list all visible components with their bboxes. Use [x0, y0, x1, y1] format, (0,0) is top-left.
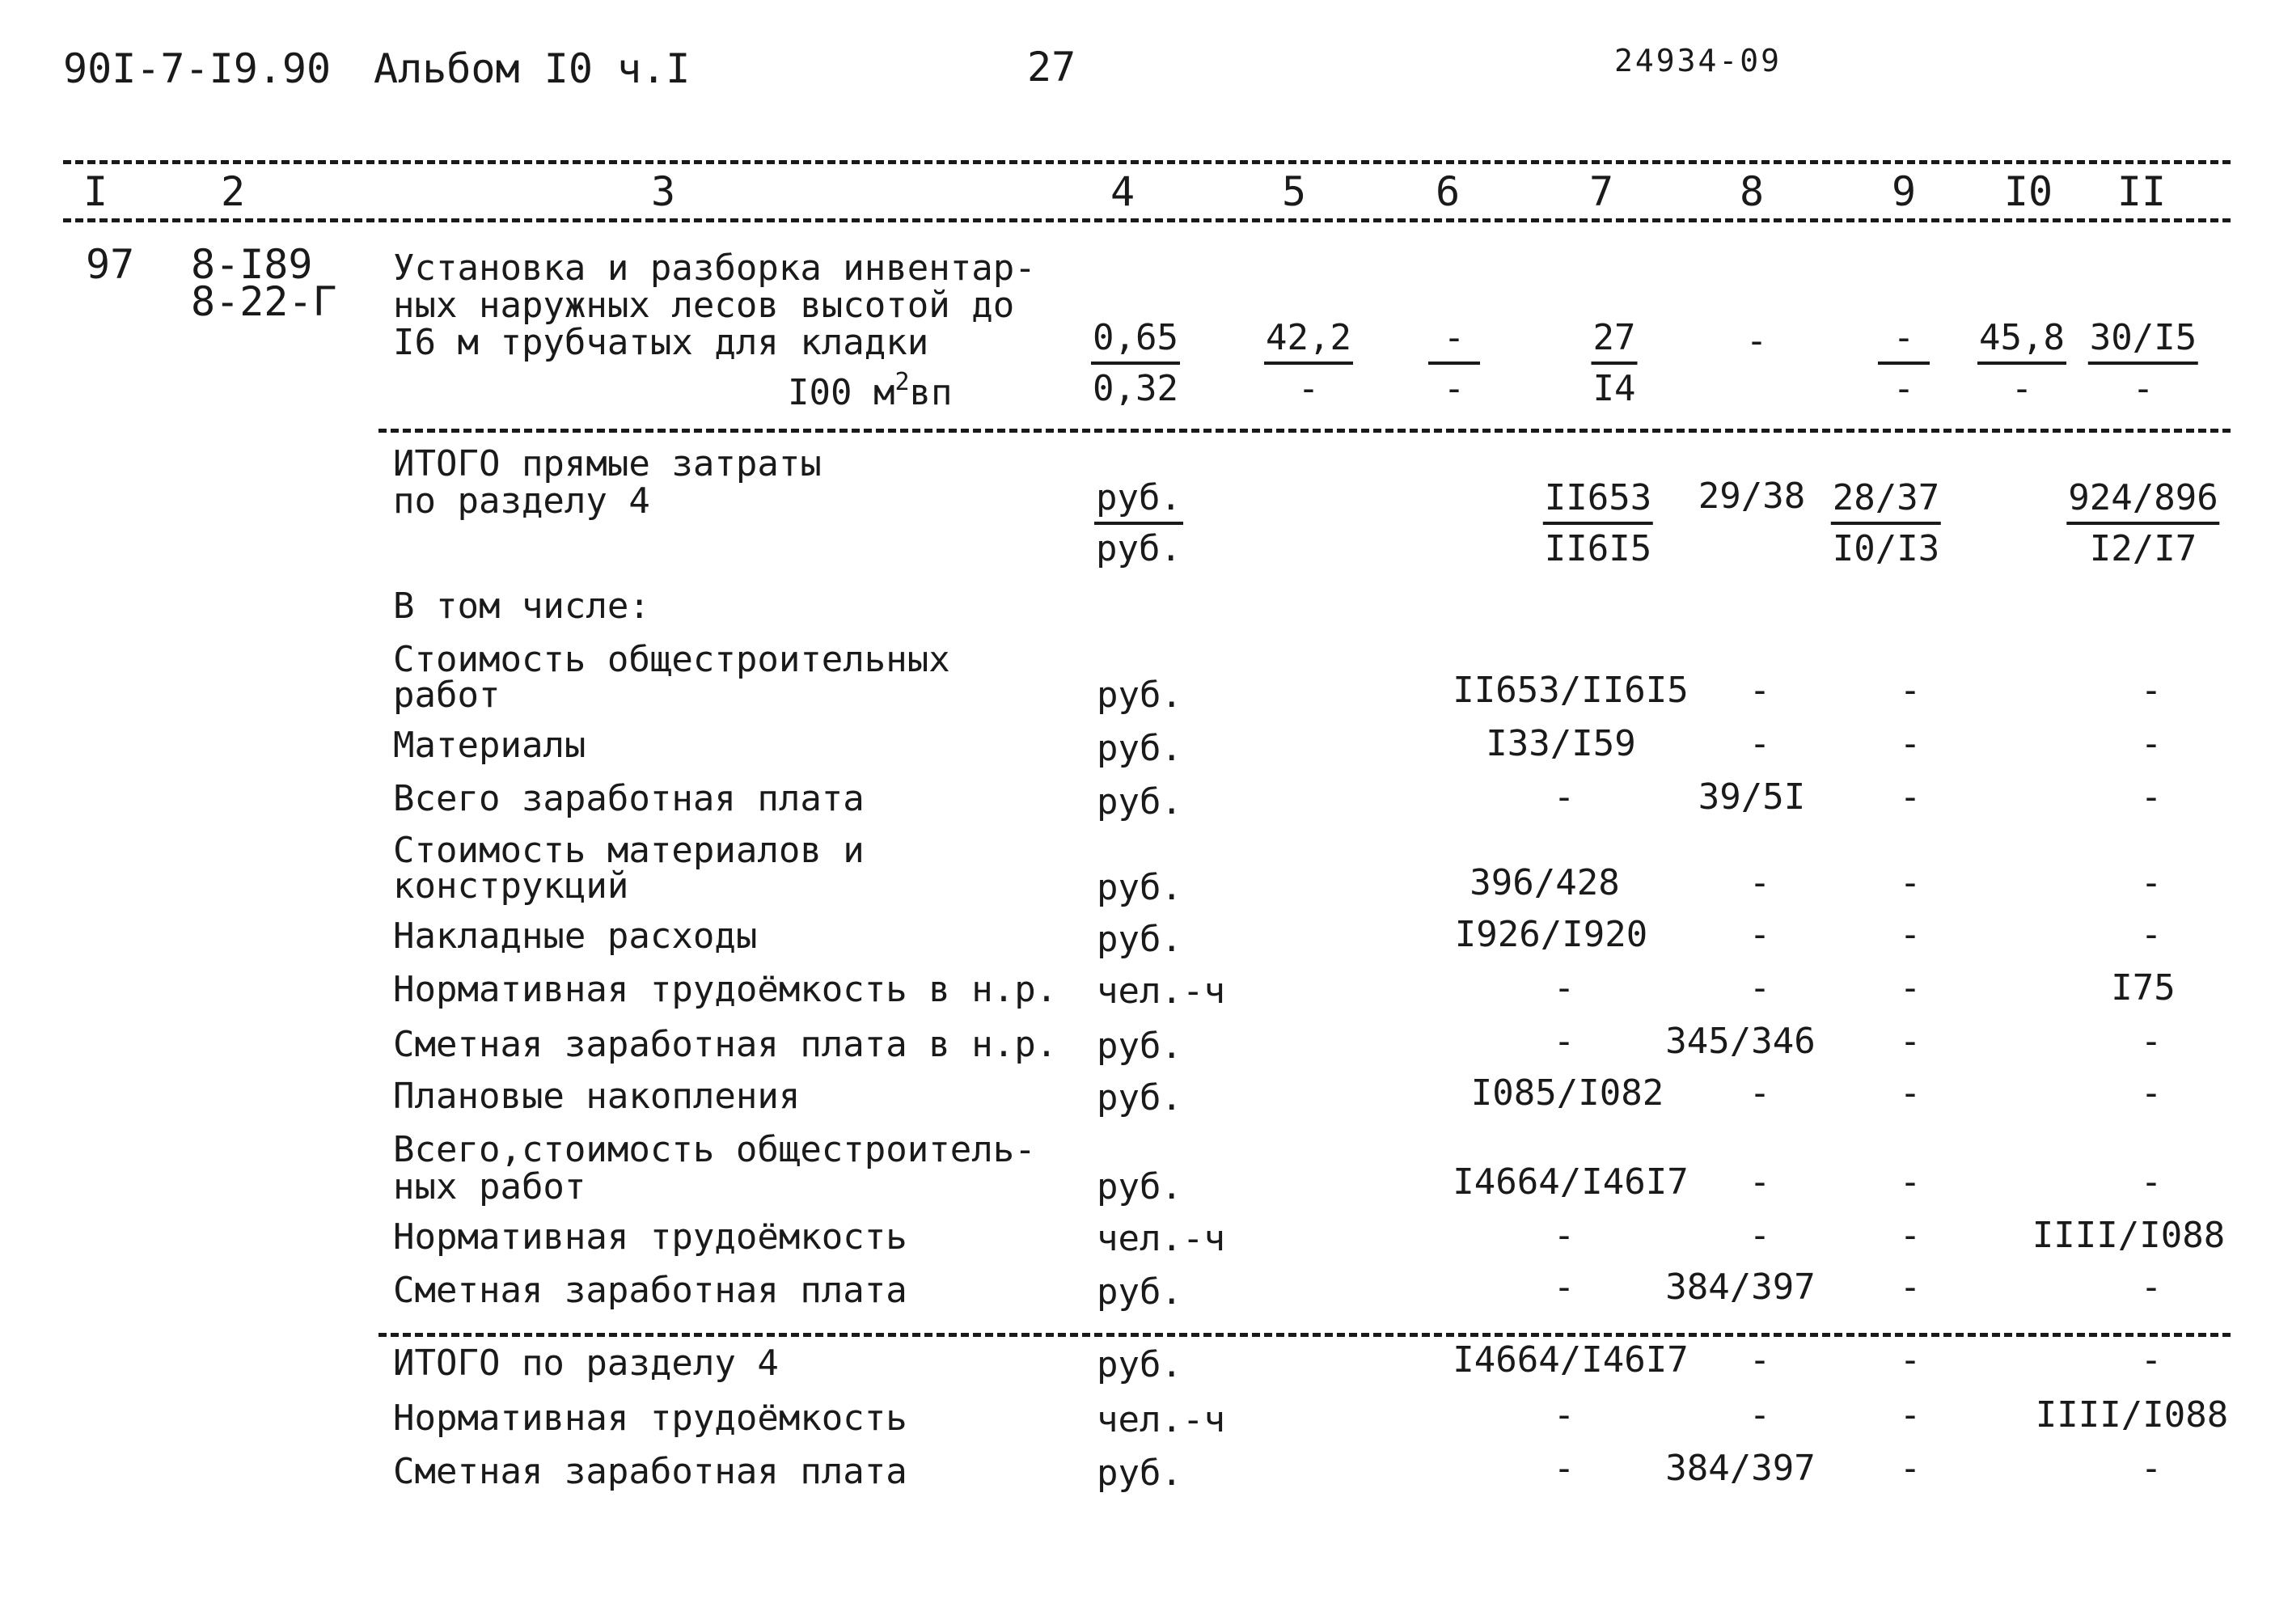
totals-col9: -: [1899, 1339, 1922, 1381]
entry-unit: I00 $м^2вп$: [788, 368, 953, 413]
row-col7: -: [1553, 1215, 1575, 1256]
entry-number: 97: [86, 241, 135, 288]
col-header-5: 5: [1281, 168, 1307, 215]
col-header-10: I0: [2003, 168, 2053, 215]
entry-col7-value: $\frac{27}{I4}$: [1592, 317, 1636, 409]
header-bottom-rule: [63, 218, 2231, 222]
entry-description-line-3: I6 м трубчатых для кладки: [393, 322, 929, 363]
row-col7: I4664/I46I7: [1453, 1161, 1689, 1203]
row-label-line-2: конструкций: [393, 865, 629, 907]
row-col7: I085/I082: [1470, 1072, 1664, 1114]
totals-col9: -: [1899, 1448, 1922, 1489]
entry-col6-value: - -: [1428, 317, 1480, 411]
row-col9: -: [1899, 1161, 1922, 1203]
row-col7: -: [1553, 967, 1575, 1009]
header-top-rule: [63, 160, 2231, 164]
album-label: Альбом I0 ч.I: [374, 45, 691, 92]
col-header-11: II: [2117, 168, 2167, 215]
row-col8: -: [1749, 967, 1771, 1009]
col-header-6: 6: [1435, 168, 1461, 215]
row-label-line-1: Нормативная трудоёмкость: [393, 1216, 907, 1258]
totals-unit: руб.: [1097, 1344, 1182, 1385]
row-label-line-1: Накладные расходы: [393, 916, 758, 957]
totals-label: ИТОГО по разделу 4: [393, 1343, 779, 1384]
row-col11: -: [2140, 914, 2163, 955]
totals-separator-rule: [378, 1333, 2231, 1337]
totals-col8: 384/397: [1665, 1448, 1816, 1489]
col-header-4: 4: [1110, 168, 1135, 215]
col-header-3: 3: [650, 168, 676, 215]
direct-costs-col11: $\frac{924/896}{I2/I7}$: [2068, 477, 2218, 569]
archive-stamp: 24934-09: [1614, 43, 1782, 78]
col-header-1: I: [82, 168, 108, 215]
row-label-line-1: Стоимость материалов и: [393, 830, 865, 871]
row-col9: -: [1899, 1021, 1922, 1062]
row-label-line-1: Нормативная трудоёмкость в н.р.: [393, 969, 1058, 1010]
row-unit: руб.: [1097, 675, 1182, 716]
entry-col4-value: $\frac{0,65}{0,32}$: [1093, 317, 1178, 409]
col-header-8: 8: [1739, 168, 1765, 215]
direct-costs-col9: $\frac{28/37}{I0/I3}$: [1832, 477, 1940, 569]
totals-label: Сметная заработная плата: [393, 1451, 907, 1492]
row-col8: -: [1749, 862, 1771, 903]
totals-col11: IIII/I088: [2035, 1394, 2229, 1436]
page-number: 27: [1027, 44, 1076, 91]
row-col7: I926/I920: [1454, 914, 1648, 955]
direct-costs-unit: руб. руб.: [1096, 477, 1182, 569]
row-label-line-2: работ: [393, 675, 501, 716]
direct-costs-col8: 29/38: [1698, 476, 1806, 517]
totals-col7: I4664/I46I7: [1453, 1339, 1689, 1381]
row-col9: -: [1899, 1267, 1922, 1308]
row-col11: -: [2140, 862, 2163, 903]
totals-col8: -: [1749, 1394, 1771, 1436]
row-col9: -: [1899, 776, 1922, 818]
row-col8: 345/346: [1665, 1021, 1816, 1062]
totals-col8: -: [1749, 1339, 1771, 1381]
totals-col11: -: [2140, 1339, 2163, 1381]
row-label-line-1: Всего заработная плата: [393, 778, 865, 819]
row-col8: 39/5I: [1698, 776, 1806, 818]
row-col11: I75: [2111, 967, 2176, 1009]
totals-col9: -: [1899, 1394, 1922, 1436]
row-label-line-1: Плановые накопления: [393, 1076, 801, 1117]
entry-col10-value: 45,8 -: [1979, 317, 2065, 409]
totals-unit: чел.-ч: [1097, 1399, 1225, 1440]
entry-col5-value: 42,2 -: [1266, 317, 1351, 409]
row-col7: -: [1553, 1021, 1575, 1062]
row-col9: -: [1899, 862, 1922, 903]
row-col8: -: [1749, 723, 1771, 764]
row-unit: руб.: [1097, 781, 1182, 823]
row-col9: -: [1899, 1072, 1922, 1114]
row-label-line-1: Сметная заработная плата в н.р.: [393, 1024, 1058, 1065]
col-header-2: 2: [220, 168, 246, 215]
row-unit: чел.-ч: [1097, 1218, 1225, 1259]
row-label-line-1: Стоимость общестроительных: [393, 639, 950, 680]
row-col8: -: [1749, 914, 1771, 955]
row-col9: -: [1899, 670, 1922, 711]
row-label-line-1: Сметная заработная плата: [393, 1270, 907, 1311]
totals-label: Нормативная трудоёмкость: [393, 1398, 907, 1439]
row-col8: -: [1749, 1072, 1771, 1114]
entry-code-secondary: 8-22-Г: [191, 278, 337, 325]
totals-col7: -: [1553, 1394, 1575, 1436]
row-col9: -: [1899, 723, 1922, 764]
direct-costs-label-line-2: по разделу 4: [393, 480, 650, 522]
row-unit: руб.: [1097, 1026, 1182, 1067]
row-unit: руб.: [1097, 1166, 1182, 1207]
entry-separator-rule: [378, 429, 2231, 433]
row-col7: 396/428: [1470, 862, 1620, 903]
row-col11: -: [2140, 1267, 2163, 1308]
row-col8: -: [1749, 1161, 1771, 1203]
row-col9: -: [1899, 914, 1922, 955]
row-col7: II653/II6I5: [1453, 670, 1689, 711]
row-col11: -: [2140, 1021, 2163, 1062]
direct-costs-col7: $\frac{II653}{II6I5}$: [1544, 477, 1652, 569]
row-label-line-2: ных работ: [393, 1166, 586, 1207]
entry-col11-value: 30/I5 -: [2089, 317, 2197, 409]
row-unit: руб.: [1097, 1077, 1182, 1119]
totals-col7: -: [1553, 1448, 1575, 1489]
row-col8: 384/397: [1665, 1267, 1816, 1308]
row-label-line-1: Всего,стоимость общестроитель-: [393, 1129, 1036, 1170]
row-col7: -: [1553, 1267, 1575, 1308]
row-unit: руб.: [1097, 919, 1182, 960]
row-unit: руб.: [1097, 1271, 1182, 1313]
row-unit: руб.: [1097, 728, 1182, 769]
row-col11: IIII/I088: [2032, 1215, 2226, 1256]
row-col11: -: [2140, 1161, 2163, 1203]
row-col11: -: [2140, 1072, 2163, 1114]
entry-description-line-1: Установка и разборка инвентар-: [393, 247, 1036, 289]
totals-col11: -: [2140, 1448, 2163, 1489]
entry-col9-value: - -: [1878, 317, 1930, 411]
row-col9: -: [1899, 967, 1922, 1009]
entry-description-line-2: ных наружных лесов высотой до: [393, 285, 1015, 326]
entry-col8-value: -: [1745, 320, 1768, 362]
row-col7: -: [1553, 776, 1575, 818]
row-unit: чел.-ч: [1097, 971, 1225, 1012]
row-col11: -: [2140, 723, 2163, 764]
including-label: В том числе:: [393, 586, 650, 627]
entry-code-primary: 8-I89: [191, 241, 313, 288]
direct-costs-label-line-1: ИТОГО прямые затраты: [393, 443, 822, 484]
document-code: 90I-7-I9.90: [63, 45, 332, 92]
row-col11: -: [2140, 776, 2163, 818]
row-label-line-1: Материалы: [393, 725, 586, 766]
row-col7: I33/I59: [1486, 723, 1636, 764]
row-col8: -: [1749, 670, 1771, 711]
row-col11: -: [2140, 670, 2163, 711]
row-unit: руб.: [1097, 867, 1182, 908]
totals-unit: руб.: [1097, 1453, 1182, 1494]
col-header-9: 9: [1891, 168, 1917, 215]
row-col8: -: [1749, 1215, 1771, 1256]
row-col9: -: [1899, 1215, 1922, 1256]
col-header-7: 7: [1588, 168, 1614, 215]
